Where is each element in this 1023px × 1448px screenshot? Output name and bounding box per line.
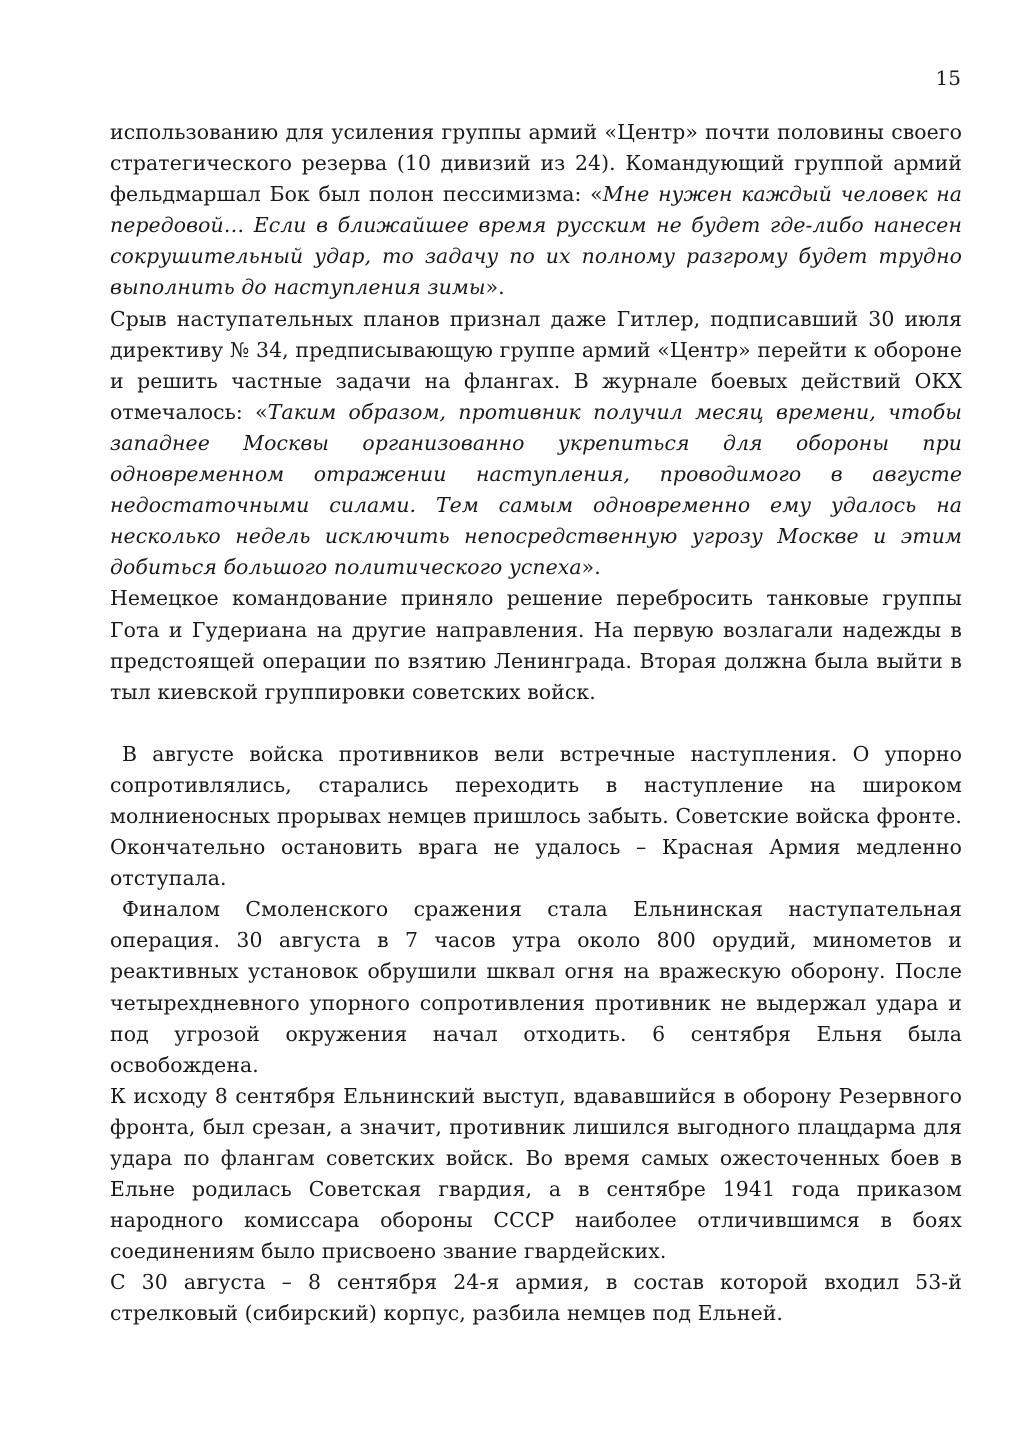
page-number: 15 <box>935 66 961 90</box>
paragraph-soviet-guard: К исходу 8 сентября Ельнинский выступ, вдававшийся в оборону Резервного фронта, был срезан, а значит, противник лишился выгодного плацдарма для удара по флангам советских войск. Во время самых ожесточенных боев в Ельне родилась Советская гвардия, а в сентябре 1941 года приказом народного комиссара обороны СССР наиболее отличившимся в боях соединениям было присвоено звание гвардейских. <box>110 1083 962 1264</box>
paragraph-bock-quote <box>110 117 962 304</box>
paragraph-august-offensives: В августе войска противников вели встречные наступления. О упорно сопротивлялись, старались переходить в наступление на широком молниеносных прорывах немцев пришлось забыть. Советские войска фронте. Окончательно остановить врага не удалось – Красная Армия медленно отступала. <box>110 741 962 891</box>
quote-text: Мне нужен каждый человек на передовой… Если в ближайшее время русским не будет где-либо нанесен сокрушительный удар, то задачу по их полному разгрому будет трудно выполнить до наступления зимы <box>110 182 962 300</box>
paragraph-text: использованию для усиления группы армий «Центр» почти половины своего стратегического резерва (10 дивизий из 24). Командующий группой армий фельдмаршал Бок был полон пессимизма: « <box>110 120 962 207</box>
paragraph-text: ». <box>581 555 601 580</box>
paragraph-text: Срыв наступательных планов признал даже Гитлер, подписавший 30 июля директиву № 34, предписывающую группе армий «Центр» перейти к обороне и решить частные задачи на флангах. В журнале боевых действий ОКХ отмечалось: « <box>110 306 962 424</box>
paragraph-yelnya-operation: Финалом Смоленского сражения стала Ельнинская наступательная операция. 30 августа в 7 часов утра около 800 орудий, минометов и реактивных установок обрушили шквал огня на вражескую оборону. После четырехдневного упорного сопротивления противник не выдержал удара и под угрозой окружения начал отходить. 6 сентября Ельня была освобождена. <box>110 897 962 1077</box>
paragraph-text: ». <box>485 275 505 300</box>
text-body <box>110 117 962 1330</box>
paragraph-directive-34 <box>110 304 962 584</box>
paragraph-tank-groups: Немецкое командование приняло решение перебросить танковые группы Гота и Гудериана на другие направления. На первую возлагали надежды в предстоящей операции по взятию Ленинграда. Вторая должна была выйти в тыл киевской группировки советских войск. <box>110 586 962 704</box>
quote-text: Таким образом, противник получил месяц времени, чтобы западнее Москвы организованно укрепиться для обороны при одновременном отражении наступления, проводимого в августе недостаточными силами. Тем самым одновременно ему удалось на несколько недель исключить непосредственную угрозу Москве и этим добиться большого политического успеха <box>110 399 962 580</box>
paragraph-gap <box>110 708 962 739</box>
paragraph-24th-army: С 30 августа – 8 сентября 24-я армия, в состав которой входил 53-й стрелковый (сибирский) корпус, разбила немцев под Ельней. <box>110 1270 962 1326</box>
